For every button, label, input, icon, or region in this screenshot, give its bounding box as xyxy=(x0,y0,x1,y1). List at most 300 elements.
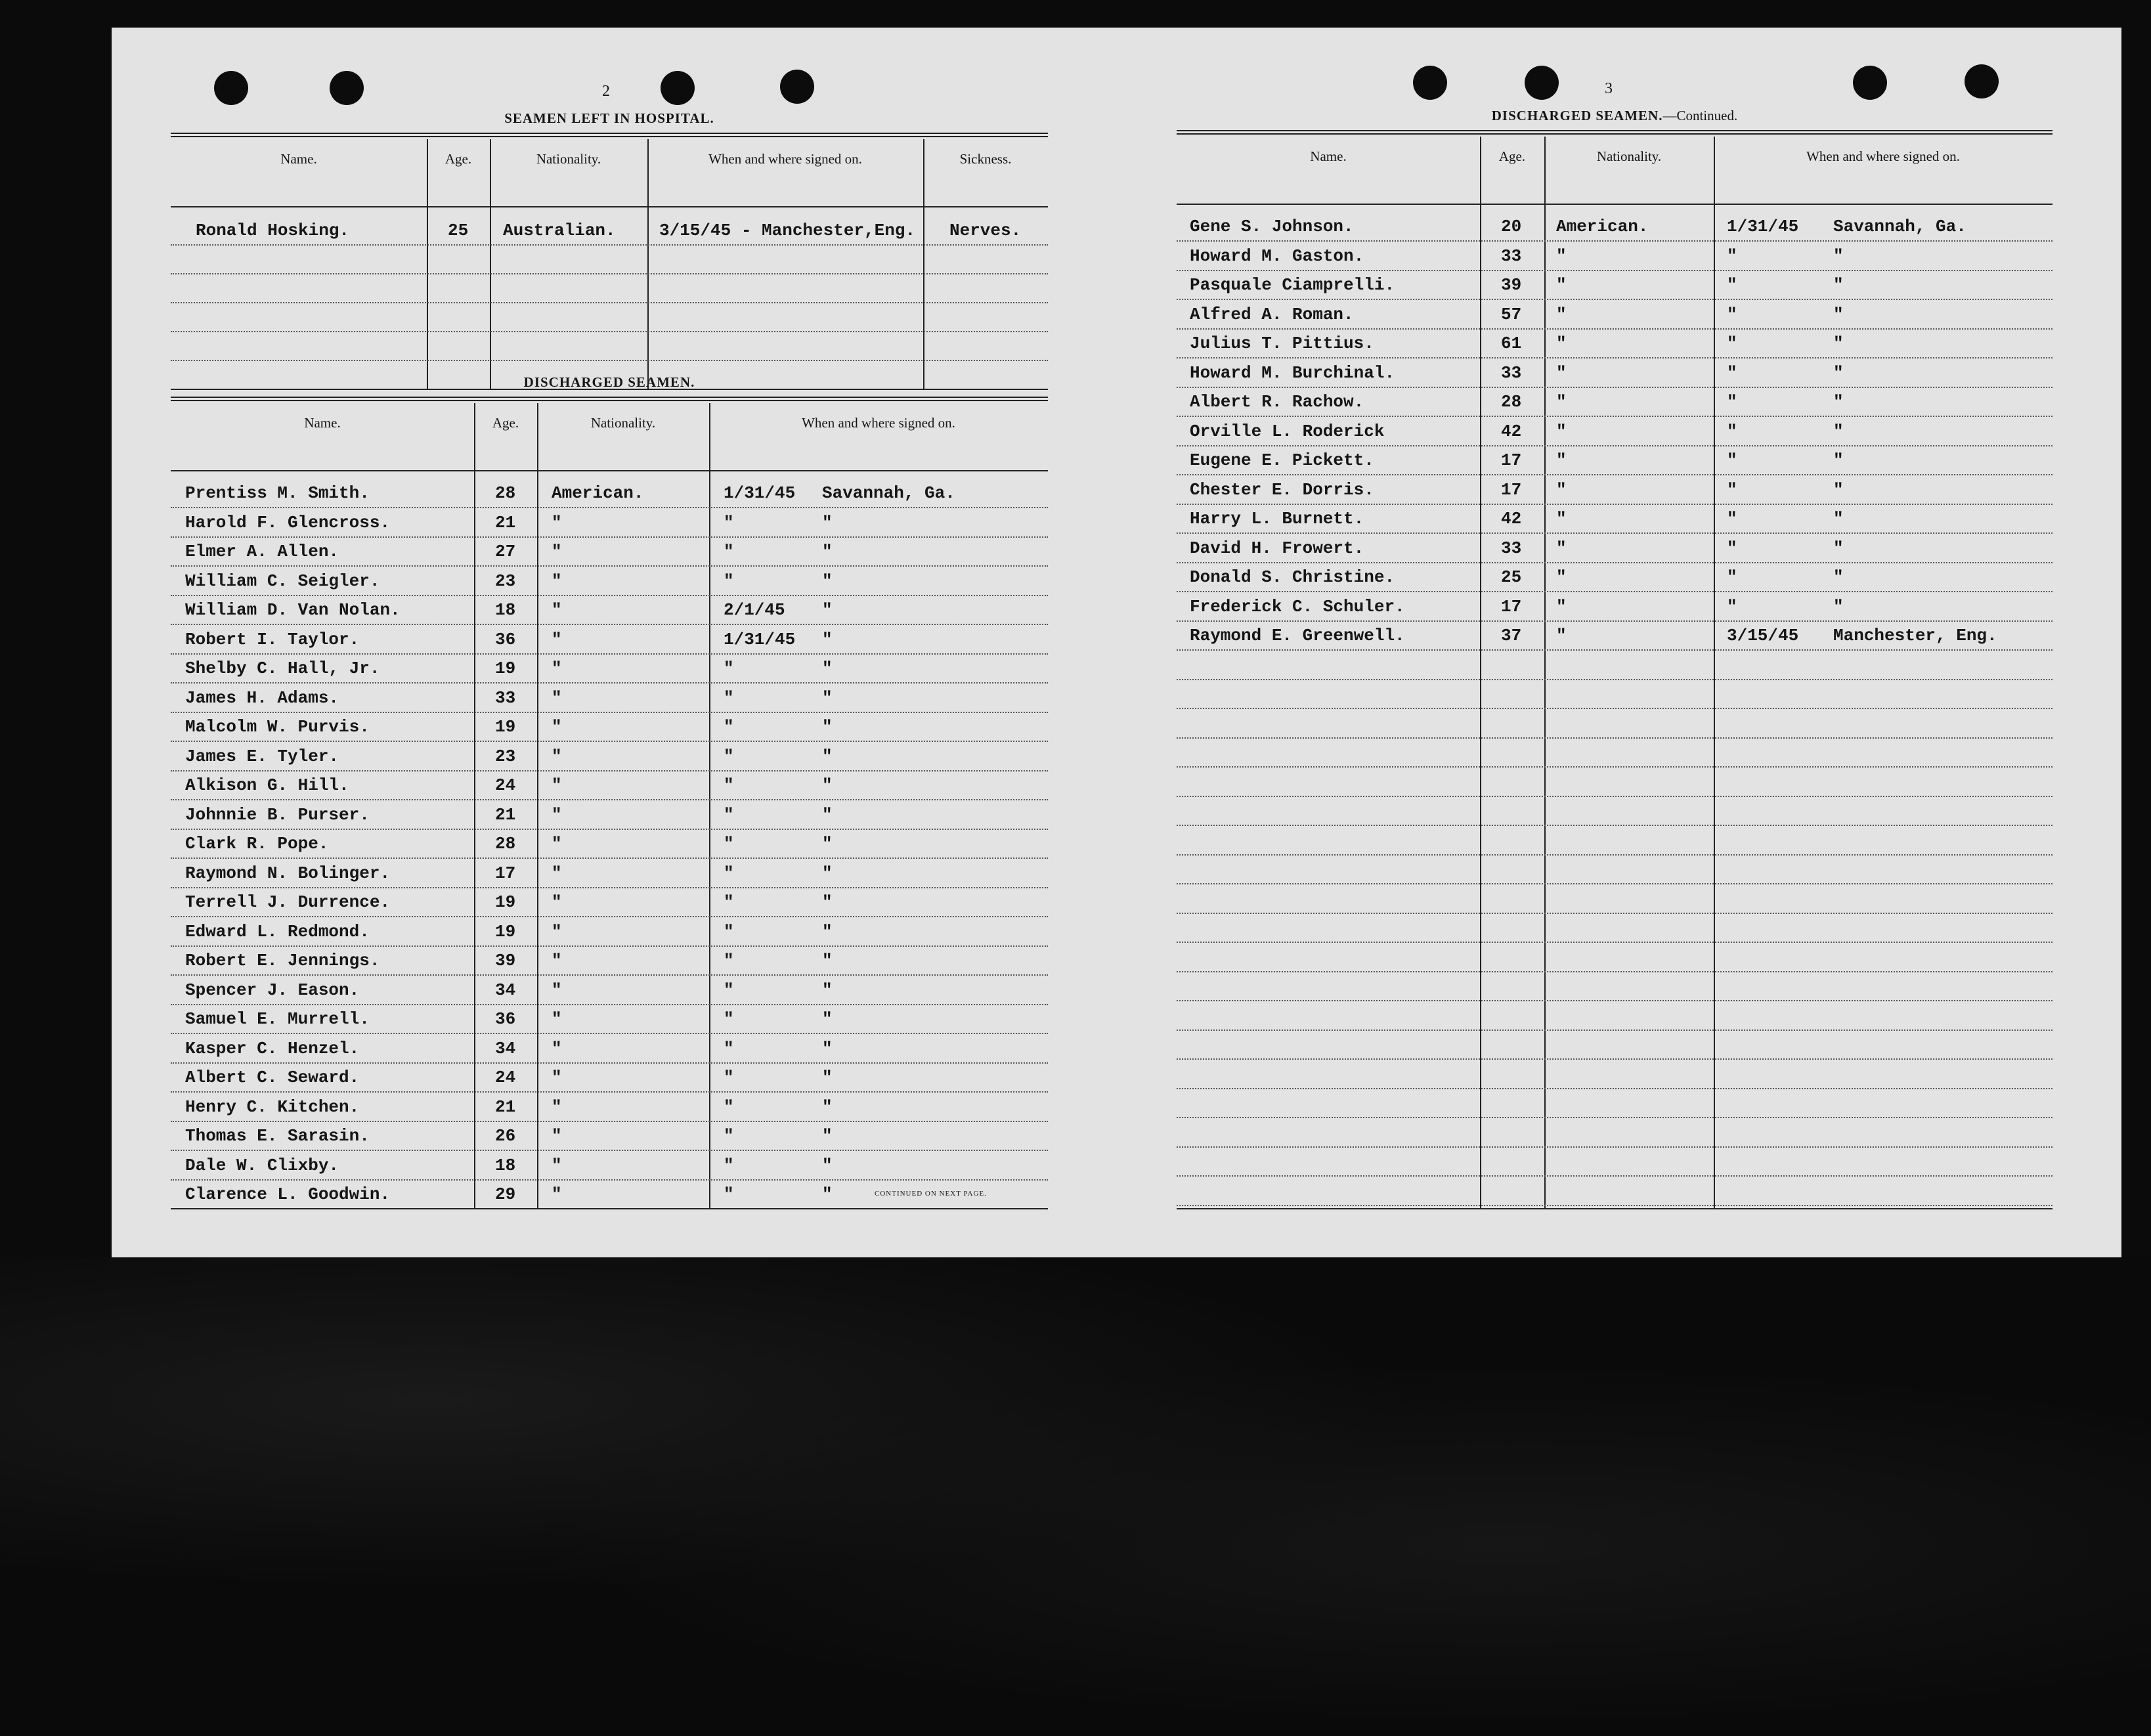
age-cell: 17 xyxy=(1501,450,1522,470)
date-cell: 1/31/45 xyxy=(724,483,796,503)
nationality-cell: " xyxy=(1556,509,1567,529)
date-cell: " xyxy=(1727,275,1737,295)
age-cell: 61 xyxy=(1501,334,1522,353)
nationality-cell: " xyxy=(552,1096,562,1117)
place-cell: " xyxy=(822,1068,833,1087)
date-cell: " xyxy=(724,1096,734,1117)
table-row xyxy=(1177,913,2053,943)
sickness-cell: Nerves. xyxy=(949,221,1022,240)
age-cell: 42 xyxy=(1501,421,1522,441)
header-rule xyxy=(171,206,1048,207)
name-cell: Alfred A. Roman. xyxy=(1190,304,1354,324)
name-cell: Clarence L. Goodwin. xyxy=(185,1184,391,1204)
age-cell: 27 xyxy=(495,542,516,561)
col-header-signed-on: When and where signed on. xyxy=(802,415,955,431)
table-row xyxy=(171,508,1048,538)
age-cell: 23 xyxy=(495,571,516,591)
place-cell: " xyxy=(822,1038,833,1058)
table-row xyxy=(1177,620,2053,651)
punch-hole xyxy=(1853,66,1887,100)
name-cell: William C. Seigler. xyxy=(185,571,380,591)
nationality-cell: " xyxy=(1556,392,1567,412)
age-cell: 37 xyxy=(1501,626,1522,645)
nationality-cell: Australian. xyxy=(503,221,616,240)
name-cell: Prentiss M. Smith. xyxy=(185,483,370,503)
place-cell: " xyxy=(1833,538,1844,558)
date-cell: " xyxy=(724,687,734,708)
date-cell: " xyxy=(1727,392,1737,412)
table-row xyxy=(1177,679,2053,709)
place-cell: " xyxy=(822,1184,833,1204)
table-row xyxy=(171,1150,1048,1181)
punch-hole xyxy=(1413,66,1447,100)
nationality-cell: " xyxy=(552,804,562,825)
table-row xyxy=(171,536,1048,567)
place-cell: " xyxy=(822,717,833,737)
nationality-cell: " xyxy=(552,775,562,795)
table-row xyxy=(171,1062,1048,1093)
punch-hole xyxy=(780,70,814,104)
age-cell: 28 xyxy=(495,834,516,854)
name-cell: William D. Van Nolan. xyxy=(185,600,401,620)
place-cell: " xyxy=(822,951,833,970)
col-header-age: Age. xyxy=(445,151,472,167)
table-row xyxy=(171,800,1048,830)
place-cell: Savannah, Ga. xyxy=(1833,217,1966,236)
table-row xyxy=(171,829,1048,859)
nationality-cell: " xyxy=(1556,626,1567,645)
col-header-age: Age. xyxy=(492,415,519,431)
table-row xyxy=(1177,1176,2053,1206)
place-cell: " xyxy=(1833,479,1844,500)
place-cell: " xyxy=(1833,450,1844,470)
place-cell: " xyxy=(822,892,833,912)
table-row xyxy=(1177,475,2053,505)
place-cell: " xyxy=(1833,567,1844,587)
table-row xyxy=(1177,825,2053,856)
place-cell: " xyxy=(822,1096,833,1117)
table-row xyxy=(171,887,1048,917)
col-header-name: Name. xyxy=(304,415,341,431)
punch-hole xyxy=(1965,64,1999,98)
nationality-cell: " xyxy=(552,600,562,620)
table-row xyxy=(1177,387,2053,417)
nationality-cell: " xyxy=(1556,479,1567,500)
table-row xyxy=(1177,884,2053,914)
date-cell: " xyxy=(724,863,734,883)
table-row xyxy=(171,712,1048,742)
name-cell: Elmer A. Allen. xyxy=(185,542,339,561)
rule xyxy=(1177,130,2053,135)
table-row xyxy=(171,858,1048,888)
col-header-sickness: Sickness. xyxy=(959,151,1012,167)
discharged-continued-title xyxy=(1177,108,2053,124)
rule xyxy=(171,1208,1048,1209)
date-cell: " xyxy=(1727,538,1737,558)
place-cell: " xyxy=(822,863,833,883)
date-cell: " xyxy=(724,1155,734,1175)
name-cell: Terrell J. Durrence. xyxy=(185,892,391,912)
place-cell: " xyxy=(822,746,833,766)
name-cell: Howard M. Gaston. xyxy=(1190,246,1364,266)
continued-note: CONTINUED ON NEXT PAGE. xyxy=(875,1190,987,1198)
name-cell: Raymond E. Greenwell. xyxy=(1190,626,1405,645)
rule xyxy=(171,133,1048,137)
table-row xyxy=(171,741,1048,771)
nationality-cell: " xyxy=(552,1038,562,1058)
name-cell: Henry C. Kitchen. xyxy=(185,1096,360,1117)
date-cell: " xyxy=(724,921,734,942)
date-cell: " xyxy=(724,659,734,678)
name-cell: Robert I. Taylor. xyxy=(185,629,360,649)
nationality-cell: " xyxy=(552,892,562,912)
nationality-cell: " xyxy=(552,980,562,1000)
age-cell: 24 xyxy=(495,775,516,795)
date-cell: " xyxy=(1727,304,1737,324)
age-cell: 33 xyxy=(1501,538,1522,558)
date-cell: " xyxy=(1727,362,1737,383)
age-cell: 39 xyxy=(1501,275,1522,295)
discharged-table xyxy=(171,403,1048,1211)
age-cell: 21 xyxy=(495,804,516,825)
date-cell: " xyxy=(724,717,734,737)
nationality-cell: " xyxy=(552,951,562,970)
punch-hole xyxy=(330,71,364,105)
place-cell: " xyxy=(1833,334,1844,353)
table-row xyxy=(1177,854,2053,884)
table-row xyxy=(1177,211,2053,242)
place-cell: " xyxy=(822,921,833,942)
table-row xyxy=(171,683,1048,713)
nationality-cell: " xyxy=(552,1009,562,1029)
name-cell: Pasquale Ciamprelli. xyxy=(1190,275,1395,295)
table-row xyxy=(171,1033,1048,1064)
date-cell: " xyxy=(724,542,734,561)
header-rule xyxy=(171,470,1048,471)
name-cell: Harry L. Burnett. xyxy=(1190,509,1364,529)
date-cell: " xyxy=(724,1009,734,1029)
date-cell: " xyxy=(724,892,734,912)
age-cell: 28 xyxy=(495,483,516,503)
age-cell: 36 xyxy=(495,1009,516,1029)
age-cell: 39 xyxy=(495,951,516,970)
name-cell: Samuel E. Murrell. xyxy=(185,1009,370,1029)
age-cell: 26 xyxy=(495,1126,516,1146)
name-cell: Howard M. Burchinal. xyxy=(1190,362,1395,383)
age-cell: 25 xyxy=(1501,567,1522,587)
age-cell: 29 xyxy=(495,1184,516,1204)
nationality-cell: " xyxy=(552,863,562,883)
date-cell: " xyxy=(1727,421,1737,441)
table-row xyxy=(1177,445,2053,475)
table-row xyxy=(1177,270,2053,300)
table-row xyxy=(1177,562,2053,592)
age-cell: 21 xyxy=(495,1096,516,1117)
table-row xyxy=(171,624,1048,655)
nationality-cell: " xyxy=(1556,362,1567,383)
nationality-cell: " xyxy=(552,1184,562,1204)
name-cell: Ronald Hosking. xyxy=(196,221,350,240)
name-cell: Gene S. Johnson. xyxy=(1190,217,1354,236)
header-rule xyxy=(1177,204,2053,205)
nationality-cell: " xyxy=(552,687,562,708)
table-row xyxy=(171,945,1048,976)
table-row xyxy=(1177,971,2053,1001)
nationality-cell: " xyxy=(552,629,562,649)
table-row xyxy=(1177,796,2053,826)
place-cell: " xyxy=(822,687,833,708)
name-cell: Malcolm W. Purvis. xyxy=(185,717,370,737)
section-title-suffix: —Continued. xyxy=(1662,108,1738,123)
table-row xyxy=(1177,650,2053,680)
date-cell: " xyxy=(724,1038,734,1058)
place-cell: Savannah, Ga. xyxy=(822,483,955,503)
table-row xyxy=(1177,1146,2053,1177)
age-cell: 18 xyxy=(495,600,516,620)
date-cell: " xyxy=(724,804,734,825)
date-cell: " xyxy=(724,951,734,970)
nationality-cell: American. xyxy=(552,483,644,503)
place-cell: Manchester, Eng. xyxy=(1833,626,1997,645)
age-cell: 57 xyxy=(1501,304,1522,324)
date-cell: " xyxy=(724,980,734,1000)
age-cell: 42 xyxy=(1501,509,1522,529)
age-cell: 28 xyxy=(1501,392,1522,412)
age-cell: 33 xyxy=(1501,246,1522,266)
name-cell: Donald S. Christine. xyxy=(1190,567,1395,587)
table-row xyxy=(1177,1088,2053,1118)
name-cell: Harold F. Glencross. xyxy=(185,512,391,532)
name-cell: David H. Frowert. xyxy=(1190,538,1364,558)
table-row xyxy=(1177,328,2053,358)
table-row xyxy=(1177,504,2053,534)
date-cell: " xyxy=(724,1068,734,1087)
table-row xyxy=(171,215,1048,246)
place-cell: " xyxy=(1833,509,1844,529)
age-cell: 21 xyxy=(495,512,516,532)
table-row xyxy=(171,273,1048,303)
table-row xyxy=(171,917,1048,947)
name-cell: Eugene E. Pickett. xyxy=(1190,450,1374,470)
date-cell: " xyxy=(724,1184,734,1204)
col-header-signed-on: When and where signed on. xyxy=(708,151,862,167)
table-row xyxy=(1177,1059,2053,1089)
discharged-continued-table xyxy=(1177,137,2053,1213)
punch-hole xyxy=(661,71,695,105)
age-cell: 25 xyxy=(448,221,469,240)
nationality-cell: " xyxy=(552,659,562,678)
nationality-cell: " xyxy=(1556,421,1567,441)
nationality-cell: " xyxy=(552,921,562,942)
section-title: DISCHARGED SEAMEN. xyxy=(1491,108,1663,123)
table-row xyxy=(1177,942,2053,972)
date-cell: 1/31/45 xyxy=(1727,217,1799,236)
age-cell: 19 xyxy=(495,717,516,737)
place-cell: " xyxy=(822,1155,833,1175)
nationality-cell: " xyxy=(1556,538,1567,558)
name-cell: Dale W. Clixby. xyxy=(185,1155,339,1175)
place-cell: " xyxy=(822,980,833,1000)
place-cell: " xyxy=(1833,246,1844,266)
nationality-cell: " xyxy=(552,746,562,766)
date-cell: 1/31/45 xyxy=(724,629,796,649)
place-cell: " xyxy=(822,804,833,825)
table-row xyxy=(171,770,1048,800)
date-cell: " xyxy=(724,746,734,766)
col-header-age: Age. xyxy=(1498,148,1526,164)
nationality-cell: " xyxy=(1556,596,1567,617)
table-row xyxy=(1177,241,2053,271)
date-cell: 2/1/45 xyxy=(724,600,785,620)
punch-hole xyxy=(214,71,248,105)
place-cell: " xyxy=(822,1126,833,1146)
age-cell: 20 xyxy=(1501,217,1522,236)
rule xyxy=(1177,1208,2053,1209)
nationality-cell: " xyxy=(552,834,562,854)
table-row xyxy=(1177,299,2053,330)
place-cell: " xyxy=(1833,596,1844,617)
date-cell: " xyxy=(1727,334,1737,353)
table-row xyxy=(171,566,1048,596)
punch-hole xyxy=(1525,66,1559,100)
table-row xyxy=(171,331,1048,361)
name-cell: Julius T. Pittius. xyxy=(1190,334,1374,353)
rule xyxy=(171,397,1048,401)
place-cell: " xyxy=(1833,275,1844,295)
name-cell: James E. Tyler. xyxy=(185,746,339,766)
date-cell: " xyxy=(1727,509,1737,529)
table-row xyxy=(171,595,1048,625)
nationality-cell: " xyxy=(1556,567,1567,587)
table-row xyxy=(1177,533,2053,563)
name-cell: Alkison G. Hill. xyxy=(185,775,349,795)
place-cell: " xyxy=(822,775,833,795)
place-cell: " xyxy=(822,1009,833,1029)
age-cell: 18 xyxy=(495,1155,516,1175)
signed-on-cell: 3/15/45 - Manchester,Eng. xyxy=(659,221,916,240)
place-cell: " xyxy=(1833,392,1844,412)
date-cell: " xyxy=(1727,479,1737,500)
name-cell: Thomas E. Sarasin. xyxy=(185,1126,370,1146)
name-cell: Frederick C. Schuler. xyxy=(1190,596,1405,617)
nationality-cell: " xyxy=(552,1155,562,1175)
table-row xyxy=(1177,1001,2053,1031)
table-row xyxy=(171,478,1048,508)
nationality-cell: " xyxy=(552,542,562,561)
col-header-name: Name. xyxy=(1310,148,1347,164)
name-cell: James H. Adams. xyxy=(185,687,339,708)
age-cell: 17 xyxy=(495,863,516,883)
date-cell: " xyxy=(1727,246,1737,266)
table-row xyxy=(1177,767,2053,797)
col-header-nationality: Nationality. xyxy=(1596,148,1662,164)
place-cell: " xyxy=(822,542,833,561)
table-row xyxy=(171,1121,1048,1151)
table-row xyxy=(171,1092,1048,1122)
age-cell: 33 xyxy=(1501,362,1522,383)
page-number: 2 xyxy=(602,83,610,100)
place-cell: " xyxy=(822,834,833,854)
nationality-cell: " xyxy=(1556,304,1567,324)
discharged-section-title: DISCHARGED SEAMEN. xyxy=(523,374,695,390)
nationality-cell: " xyxy=(1556,334,1567,353)
table-row xyxy=(1177,358,2053,388)
age-cell: 24 xyxy=(495,1068,516,1087)
date-cell: " xyxy=(724,571,734,591)
table-row xyxy=(171,975,1048,1005)
document-sheet xyxy=(112,28,2121,1257)
age-cell: 17 xyxy=(1501,596,1522,617)
place-cell: " xyxy=(822,512,833,532)
date-cell: 3/15/45 xyxy=(1727,626,1799,645)
name-cell: Johnnie B. Purser. xyxy=(185,804,370,825)
age-cell: 33 xyxy=(495,687,516,708)
place-cell: " xyxy=(1833,362,1844,383)
table-row xyxy=(1177,708,2053,739)
page-number: 3 xyxy=(1605,80,1613,97)
nationality-cell: " xyxy=(552,571,562,591)
place-cell: " xyxy=(822,600,833,620)
col-header-signed-on: When and where signed on. xyxy=(1806,148,1960,164)
table-row xyxy=(1177,592,2053,622)
name-cell: Albert R. Rachow. xyxy=(1190,392,1364,412)
age-cell: 19 xyxy=(495,921,516,942)
col-header-nationality: Nationality. xyxy=(590,415,656,431)
name-cell: Kasper C. Henzel. xyxy=(185,1038,360,1058)
table-row xyxy=(171,244,1048,274)
nationality-cell: " xyxy=(552,512,562,532)
name-cell: Clark R. Pope. xyxy=(185,834,329,854)
date-cell: " xyxy=(1727,450,1737,470)
age-cell: 36 xyxy=(495,629,516,649)
table-row xyxy=(1177,416,2053,446)
name-cell: Albert C. Seward. xyxy=(185,1068,360,1087)
name-cell: Shelby C. Hall, Jr. xyxy=(185,659,380,678)
name-cell: Raymond N. Bolinger. xyxy=(185,863,391,883)
age-cell: 34 xyxy=(495,1038,516,1058)
col-header-name: Name. xyxy=(280,151,317,167)
table-row xyxy=(171,653,1048,684)
place-cell: " xyxy=(822,659,833,678)
date-cell: " xyxy=(724,834,734,854)
scan-background xyxy=(0,1257,2151,1736)
nationality-cell: " xyxy=(1556,246,1567,266)
date-cell: " xyxy=(724,775,734,795)
date-cell: " xyxy=(1727,596,1737,617)
date-cell: " xyxy=(724,1126,734,1146)
name-cell: Edward L. Redmond. xyxy=(185,921,370,942)
name-cell: Spencer J. Eason. xyxy=(185,980,360,1000)
age-cell: 19 xyxy=(495,892,516,912)
col-header-nationality: Nationality. xyxy=(536,151,601,167)
nationality-cell: " xyxy=(1556,450,1567,470)
hospital-section-title: SEAMEN LEFT IN HOSPITAL. xyxy=(504,110,714,126)
table-row xyxy=(1177,737,2053,768)
age-cell: 17 xyxy=(1501,479,1522,500)
place-cell: " xyxy=(1833,421,1844,441)
nationality-cell: " xyxy=(1556,275,1567,295)
name-cell: Chester E. Dorris. xyxy=(1190,479,1374,500)
table-row xyxy=(1177,1118,2053,1148)
table-row xyxy=(171,302,1048,332)
place-cell: " xyxy=(822,629,833,649)
name-cell: Robert E. Jennings. xyxy=(185,951,380,970)
nationality-cell: " xyxy=(552,1068,562,1087)
place-cell: " xyxy=(1833,304,1844,324)
table-row xyxy=(1177,1030,2053,1060)
date-cell: " xyxy=(1727,567,1737,587)
age-cell: 19 xyxy=(495,659,516,678)
